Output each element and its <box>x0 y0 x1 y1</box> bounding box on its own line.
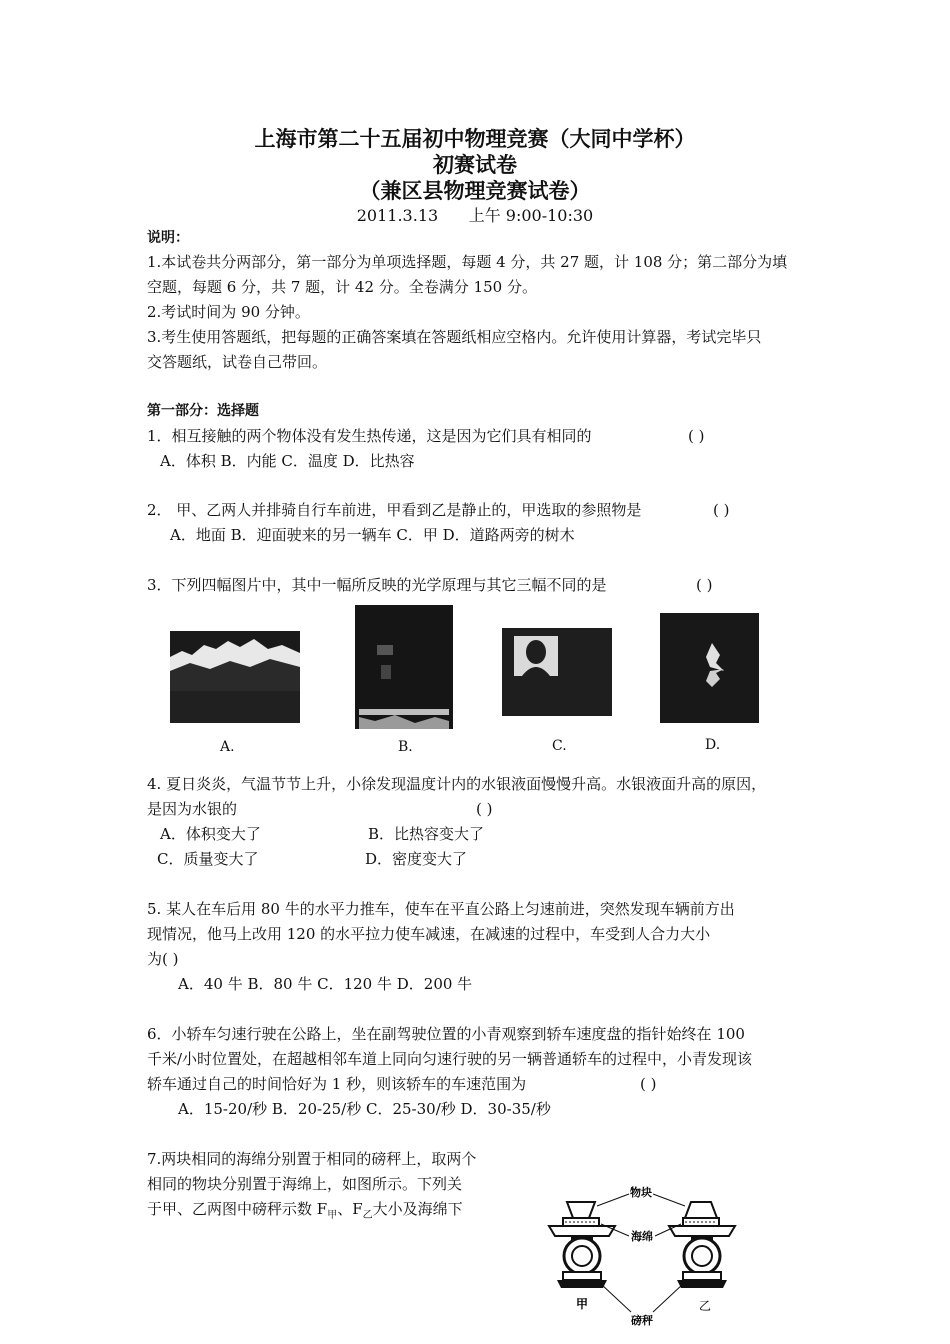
q5-line1: 5. 某人在车后用 80 牛的水平力推车，使车在平直公路上匀速前进，突然发现车辆前方出 <box>147 900 735 918</box>
q7-label-scale: 磅秤 <box>631 1314 653 1327</box>
section1-heading: 第一部分：选择题 <box>147 403 259 419</box>
q5-line2: 现情况，他马上改用 120 的水平拉力使车减速，在减速的过程中，车受到人合力大小 <box>147 925 711 943</box>
q7-setup-jia <box>549 1202 615 1288</box>
q4-option-d: D．密度变大了 <box>365 850 468 868</box>
instructions-heading: 说明： <box>147 230 189 246</box>
q1-answer-paren: ( ) <box>688 427 705 445</box>
q4-option-a: A．体积变大了 <box>160 825 261 843</box>
title-line2: 初赛试卷 <box>433 152 517 177</box>
instructions-line1: 1.本试卷共分两部分，第一部分为单项选择题，每题 4 分，共 27 题，计 108 分；第二部分为填 <box>147 253 788 271</box>
q3-photo-b-mirror <box>355 605 453 729</box>
q2-answer-paren: ( ) <box>713 501 730 519</box>
q7-subscript-yi: 乙 <box>362 1210 373 1221</box>
q4-answer-paren: ( ) <box>476 800 493 818</box>
q7-line3-part2: 、F <box>337 1200 363 1218</box>
q3-photo-a-mountains <box>170 631 300 723</box>
q4-option-b: B．比热容变大了 <box>368 825 485 843</box>
q7-label-sponge: 海绵 <box>631 1230 653 1243</box>
q3-photo-d-reflection <box>660 613 759 723</box>
q4-line1: 4. 夏日炎炎，气温节节上升，小徐发现温度计内的水银液面慢慢升高。水银液面升高的原因， <box>147 775 767 793</box>
instructions-line4: 3.考生使用答题纸，把每题的正确答案填在答题纸相应空格内。允许使用计算器，考试完毕只 <box>147 328 762 346</box>
q3-caption-a: A. <box>220 739 235 755</box>
q3-caption-b: B. <box>398 739 413 755</box>
q6-line1: 6．小轿车匀速行驶在公路上，坐在副驾驶位置的小青观察到轿车速度盘的指针始终在 100 <box>147 1025 745 1043</box>
q1-options: A．体积 B．内能 C．温度 D．比热容 <box>160 452 415 470</box>
instructions-line5: 交答题纸，试卷自己带回。 <box>147 353 328 371</box>
q7-label-block: 物块 <box>630 1186 652 1199</box>
q7-scale-diagram <box>545 1180 765 1330</box>
q7-line2: 相同的物块分别置于海绵上，如图所示。下列关 <box>147 1175 463 1193</box>
exam-datetime <box>0 203 950 226</box>
q7-label-yi: 乙 <box>698 1299 712 1313</box>
q7-line1: 7.两块相同的海绵分别置于相同的磅秤上，取两个 <box>147 1150 477 1168</box>
q2-stem: 2． 甲、乙两人并排骑自行车前进，甲看到乙是静止的，甲选取的参照物是 <box>147 501 642 519</box>
instructions-line2: 空题，每题 6 分，共 7 题，计 42 分。全卷满分 150 分。 <box>147 278 537 296</box>
q3-caption-d: D. <box>705 737 721 753</box>
q5-options: A．40 牛 B．80 牛 C．120 牛 D．200 牛 <box>178 975 473 993</box>
q6-line2: 千米/小时位置处，在超越相邻车道上同向匀速行驶的另一辆普通轿车的过程中，小青发现该 <box>147 1050 753 1068</box>
exam-date: 2011.3.13 <box>356 206 439 225</box>
q4-line2: 是因为水银的 <box>147 800 238 818</box>
q6-answer-paren: ( ) <box>640 1075 657 1093</box>
q3-answer-paren: ( ) <box>696 576 713 594</box>
q7-label-jia: 甲 <box>575 1297 589 1311</box>
title-line1: 上海市第二十五届初中物理竞赛（大同中学杯） <box>254 126 696 151</box>
q7-setup-yi <box>669 1202 735 1288</box>
q5-line3: 为( ) <box>147 950 179 968</box>
q7-subscript-jia: 甲 <box>327 1210 338 1221</box>
title-line3: （兼区县物理竞赛试卷） <box>359 178 591 203</box>
q7-line3 <box>147 1199 463 1226</box>
q7-line3-part3: 大小及海绵下 <box>372 1200 463 1218</box>
q1-stem: 1．相互接触的两个物体没有发生热传递，这是因为它们具有相同的 <box>147 427 592 445</box>
q7-line3-part1: 于甲、乙两图中磅秤示数 F <box>147 1200 328 1218</box>
q6-options: A．15-20/秒 B．20-25/秒 C．25-30/秒 D．30-35/秒 <box>178 1100 551 1118</box>
q2-options: A．地面 B．迎面驶来的另一辆车 C．甲 D．道路两旁的树木 <box>170 526 575 544</box>
q6-line3: 轿车通过自己的时间恰好为 1 秒，则该轿车的车速范围为 <box>147 1075 527 1093</box>
q3-caption-c: C. <box>552 738 567 754</box>
q4-option-c: C．质量变大了 <box>157 850 259 868</box>
exam-time: 上午 9:00-10:30 <box>468 206 594 225</box>
instructions-line3: 2.考试时间为 90 分钟。 <box>147 303 310 321</box>
q3-photo-c-shadow <box>502 628 612 716</box>
q3-stem: 3．下列四幅图片中，其中一幅所反映的光学原理与其它三幅不同的是 <box>147 576 607 594</box>
